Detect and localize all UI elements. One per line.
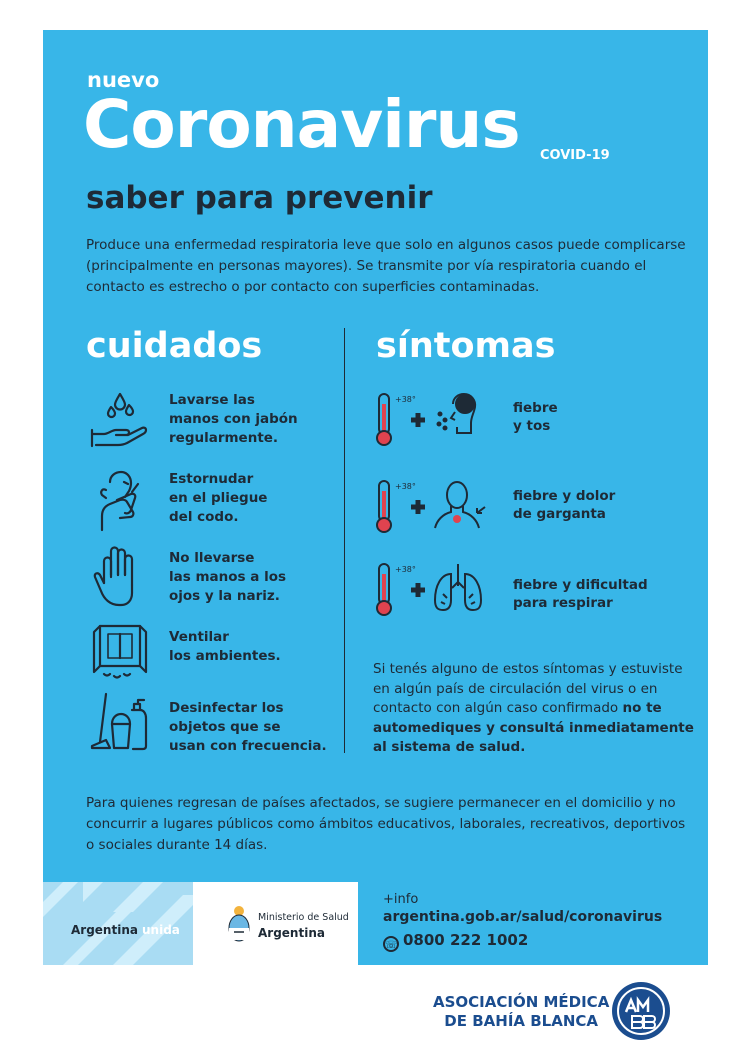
phone-icon: ☏	[383, 936, 399, 952]
page-subtitle: saber para prevenir	[86, 180, 433, 216]
symptom-row-2	[373, 477, 493, 541]
sore-throat-icon	[435, 482, 485, 528]
sintoma-text-1: fiebre y tos	[513, 400, 558, 434]
thermometer-icon-2	[373, 477, 493, 537]
association-line-1: ASOCIACIÓN MÉDICA	[433, 993, 610, 1011]
cuidado-text-5: Desinfectar los objetos que se usan con frecuencia.	[169, 700, 327, 754]
coat-of-arms-icon	[226, 904, 252, 946]
sneeze-elbow-icon	[88, 468, 152, 536]
plus-icon-2	[411, 500, 425, 514]
association-line-2: DE BAHÍA BLANCA	[444, 1012, 598, 1030]
thermometer-icon	[373, 390, 493, 450]
cuidado-text-4: Ventilar los ambientes.	[169, 629, 281, 664]
poster	[43, 30, 708, 965]
covid-badge: COVID-19	[540, 148, 610, 163]
ministerio-country: Argentina	[258, 926, 325, 940]
cuidados-heading: cuidados	[86, 326, 263, 366]
advice-text: Si tenés alguno de estos síntomas y estuviste en algún país de circulación del virus o en contacto con algún caso confirmado	[373, 661, 683, 716]
page-title: Coronavirus	[83, 86, 520, 163]
symptom-row-3	[373, 560, 493, 624]
unida-text: unida	[142, 923, 180, 937]
sintoma-text-3: fiebre y dificultad para respirar	[513, 577, 648, 611]
window-icon	[88, 620, 152, 688]
ministerio-label: Ministerio de Salud	[258, 912, 349, 923]
argentina-unida-logo	[43, 882, 193, 965]
phone-number[interactable]	[383, 931, 528, 952]
pattern-graphic	[43, 882, 193, 965]
amba-logo	[610, 980, 672, 1046]
temp-label-3: +38°	[395, 565, 416, 574]
column-divider	[344, 328, 345, 753]
nuevo-label: nuevo	[87, 68, 160, 92]
cuidado-text-2: Estornudar en el pliegue del codo.	[169, 471, 268, 525]
advice-bold-text: no te automediques y consultá inmediatamente al sistema de salud.	[373, 700, 694, 755]
cleaning-icon	[88, 690, 152, 758]
association-name	[433, 993, 609, 1031]
info-label: +info	[383, 892, 419, 907]
info-link[interactable]: argentina.gob.ar/salud/coronavirus	[383, 909, 663, 925]
argentina-text: Argentina	[71, 923, 138, 937]
symptom-row-1	[373, 390, 493, 454]
phone-text: 0800 222 1002	[403, 931, 529, 949]
temp-label: +38°	[395, 395, 416, 404]
lungs-icon	[435, 564, 481, 610]
footer-logos	[43, 882, 358, 965]
symptom-advice	[373, 660, 703, 758]
travel-note: Para quienes regresan de países afectados, se sugiere permanecer en el domicilio y no concurrir a lugares públicos como ámbitos educativos, laborales, recreativos, deportivos o sociales durante 14 días.	[86, 795, 686, 853]
intro-text: Produce una enfermedad respiratoria leve que solo en algunos casos puede complicarse (principalmente en personas mayores). Se transmite por vía respiratoria cuando el contacto es estrecho o por contacto con superficies contaminadas.	[86, 237, 686, 295]
sintoma-text-2: fiebre y dolor de garganta	[513, 488, 616, 522]
raised-hand-icon	[88, 545, 152, 613]
plus-icon-3	[411, 583, 425, 597]
thermometer-icon-3	[373, 560, 493, 620]
hand-wash-icon	[88, 390, 152, 458]
cough-icon	[438, 394, 476, 433]
cuidado-text-1: Lavarse las manos con jabón regularmente.	[169, 392, 298, 446]
cuidado-text-3: No llevarse las manos a los ojos y la nariz.	[169, 550, 287, 604]
temp-label-2: +38°	[395, 482, 416, 491]
plus-icon	[411, 413, 425, 427]
sintomas-heading: síntomas	[376, 326, 556, 366]
